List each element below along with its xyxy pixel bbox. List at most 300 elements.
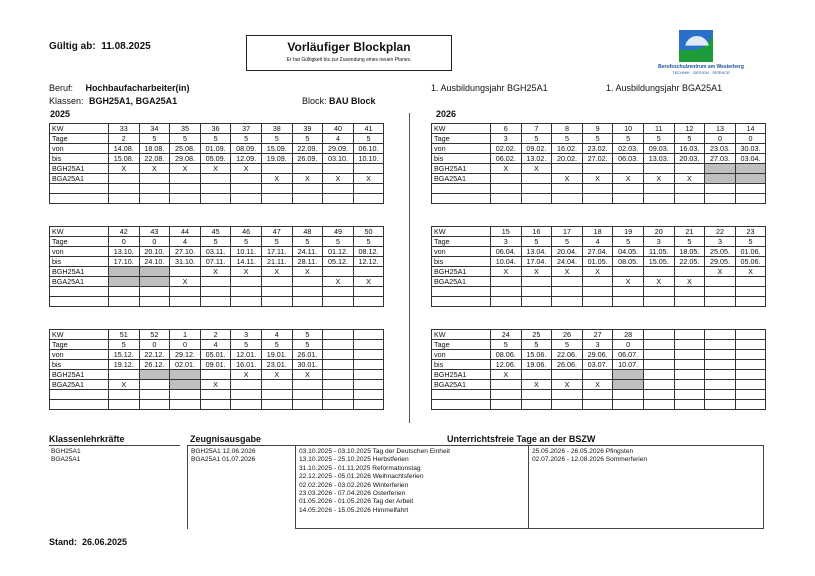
table-cell: X bbox=[521, 380, 552, 390]
table-cell: X bbox=[521, 164, 552, 174]
row-label: KW bbox=[432, 227, 491, 237]
klassen-line bbox=[49, 96, 177, 106]
table-row-bga bbox=[432, 277, 766, 287]
table-cell bbox=[735, 277, 766, 287]
beruf-line bbox=[49, 83, 190, 93]
table-cell: X bbox=[643, 174, 674, 184]
table-cell bbox=[521, 287, 552, 297]
table-cell bbox=[261, 287, 292, 297]
table-cell bbox=[353, 390, 384, 400]
table-cell: X bbox=[261, 174, 292, 184]
table-row-bga bbox=[432, 380, 766, 390]
row-label: KW bbox=[50, 227, 109, 237]
table-cell bbox=[261, 164, 292, 174]
table-cell: X bbox=[552, 380, 583, 390]
table-row-bga bbox=[50, 277, 384, 287]
table-cell bbox=[582, 194, 613, 204]
table-cell bbox=[139, 287, 170, 297]
table-cell bbox=[292, 184, 323, 194]
table-cell bbox=[643, 390, 674, 400]
table-cell bbox=[613, 380, 644, 390]
table-cell: 12.01. bbox=[231, 350, 262, 360]
table-cell: 52 bbox=[139, 330, 170, 340]
table-row-kw bbox=[432, 330, 766, 340]
table-cell: 5 bbox=[261, 237, 292, 247]
schedule-table bbox=[431, 226, 766, 307]
table-cell: 01.09. bbox=[200, 144, 231, 154]
table-cell: 26.01. bbox=[292, 350, 323, 360]
table-cell: 0 bbox=[170, 340, 201, 350]
table-cell bbox=[353, 340, 384, 350]
valid-from-date: 11.08.2025 bbox=[101, 41, 151, 52]
table-cell bbox=[109, 400, 140, 410]
table-cell: 0 bbox=[705, 134, 736, 144]
row-label: KW bbox=[50, 330, 109, 340]
table-cell: 12 bbox=[674, 124, 705, 134]
table-cell: 14 bbox=[735, 124, 766, 134]
table-row-tage bbox=[432, 134, 766, 144]
table-row-empty bbox=[50, 287, 384, 297]
logo-icon bbox=[679, 30, 713, 62]
row-label: BGH25A1 bbox=[50, 267, 109, 277]
table-cell: 5 bbox=[674, 134, 705, 144]
table-cell bbox=[353, 360, 384, 370]
holidays-list-2 bbox=[529, 446, 763, 467]
row-label bbox=[50, 194, 109, 204]
table-cell bbox=[613, 390, 644, 400]
table-row-tage bbox=[50, 237, 384, 247]
table-cell bbox=[261, 277, 292, 287]
table-cell: 23.02. bbox=[582, 144, 613, 154]
table-cell bbox=[292, 194, 323, 204]
table-cell bbox=[200, 370, 231, 380]
table-cell: 29.06. bbox=[582, 350, 613, 360]
row-label: von bbox=[432, 144, 491, 154]
table-cell bbox=[109, 184, 140, 194]
table-cell: 17.10. bbox=[109, 257, 140, 267]
table-cell bbox=[139, 380, 170, 390]
table-cell bbox=[323, 340, 354, 350]
table-cell bbox=[109, 277, 140, 287]
school-logo bbox=[641, 30, 761, 76]
table-row-von bbox=[432, 144, 766, 154]
year-a: 1. Ausbildungsjahr BGH25A1 bbox=[431, 83, 548, 93]
table-cell bbox=[705, 174, 736, 184]
table-cell bbox=[643, 330, 674, 340]
page-subtitle: Er hat Gültigkeit bis zur Zusendung eines neuen Planes. bbox=[286, 57, 412, 63]
table-cell bbox=[643, 164, 674, 174]
table-cell bbox=[353, 370, 384, 380]
table-cell: 11 bbox=[643, 124, 674, 134]
holiday-row: 31.10.2025 - 01.11.2025 Reformationstag bbox=[299, 464, 421, 472]
schedule-table bbox=[49, 329, 384, 410]
row-label: von bbox=[50, 350, 109, 360]
table-cell: 5 bbox=[552, 134, 583, 144]
table-cell: 33 bbox=[109, 124, 140, 134]
table-cell: 03.04. bbox=[735, 154, 766, 164]
row-label: von bbox=[432, 247, 491, 257]
row-label: KW bbox=[50, 124, 109, 134]
table-cell: 17.11. bbox=[261, 247, 292, 257]
table-cell: X bbox=[323, 277, 354, 287]
table-cell: 16 bbox=[521, 227, 552, 237]
table-cell: 5 bbox=[552, 237, 583, 247]
table-cell: 21 bbox=[674, 227, 705, 237]
table-cell: 38 bbox=[261, 124, 292, 134]
table-cell: X bbox=[552, 267, 583, 277]
table-cell: X bbox=[353, 174, 384, 184]
zeugnis-list bbox=[188, 446, 295, 467]
row-label bbox=[432, 390, 491, 400]
table-cell: 27 bbox=[582, 330, 613, 340]
row-label: BGA25A1 bbox=[432, 174, 491, 184]
table-cell: 30.03. bbox=[735, 144, 766, 154]
table-cell: 5 bbox=[292, 237, 323, 247]
table-cell: 06.03. bbox=[613, 154, 644, 164]
table-cell bbox=[674, 267, 705, 277]
table-cell bbox=[170, 390, 201, 400]
page-title: Vorläufiger Blockplan bbox=[287, 40, 411, 54]
row-label bbox=[432, 194, 491, 204]
table-cell bbox=[735, 380, 766, 390]
table-cell bbox=[735, 360, 766, 370]
table-cell bbox=[261, 194, 292, 204]
table-cell bbox=[261, 380, 292, 390]
table-row-bgh bbox=[432, 164, 766, 174]
table-cell bbox=[109, 390, 140, 400]
table-cell: 46 bbox=[231, 227, 262, 237]
table-cell: X bbox=[200, 164, 231, 174]
table-cell bbox=[705, 184, 736, 194]
table-cell bbox=[582, 400, 613, 410]
table-cell bbox=[552, 297, 583, 307]
table-cell: 10.10. bbox=[353, 154, 384, 164]
table-cell: X bbox=[491, 164, 522, 174]
table-cell: X bbox=[643, 277, 674, 287]
table-cell bbox=[643, 400, 674, 410]
table-cell bbox=[323, 390, 354, 400]
table-cell: 50 bbox=[353, 227, 384, 237]
table-cell bbox=[643, 340, 674, 350]
table-cell bbox=[582, 370, 613, 380]
table-row-von bbox=[432, 247, 766, 257]
row-label: bis bbox=[50, 360, 109, 370]
schedule-table bbox=[49, 123, 384, 204]
table-cell bbox=[705, 277, 736, 287]
table-cell: 26.12. bbox=[139, 360, 170, 370]
row-label: BGA25A1 bbox=[50, 174, 109, 184]
row-label bbox=[50, 184, 109, 194]
table-cell: 3 bbox=[231, 330, 262, 340]
table-cell: 5 bbox=[552, 340, 583, 350]
table-cell: X bbox=[353, 277, 384, 287]
table-row-empty bbox=[432, 400, 766, 410]
table-cell bbox=[735, 370, 766, 380]
table-cell bbox=[491, 400, 522, 410]
table-row-empty bbox=[50, 400, 384, 410]
table-cell bbox=[292, 164, 323, 174]
table-cell bbox=[170, 370, 201, 380]
row-label: BGA25A1 bbox=[50, 277, 109, 287]
table-cell: 51 bbox=[109, 330, 140, 340]
table-row-bgh bbox=[432, 267, 766, 277]
table-cell bbox=[200, 287, 231, 297]
table-cell bbox=[705, 400, 736, 410]
table-cell: 37 bbox=[231, 124, 262, 134]
table-cell bbox=[353, 380, 384, 390]
teachers-list bbox=[49, 446, 180, 467]
table-cell: 5 bbox=[613, 134, 644, 144]
table-cell bbox=[521, 297, 552, 307]
table-cell: 28.11. bbox=[292, 257, 323, 267]
table-cell: 5 bbox=[200, 134, 231, 144]
table-cell: 22.08. bbox=[139, 154, 170, 164]
table-cell: 23.03. bbox=[705, 144, 736, 154]
table-row-von bbox=[432, 350, 766, 360]
table-cell: 11.05. bbox=[643, 247, 674, 257]
table-cell: 5 bbox=[170, 134, 201, 144]
table-cell bbox=[200, 390, 231, 400]
holiday-row: 23.03.2026 - 07.04.2026 Osterferien bbox=[299, 490, 406, 498]
table-cell bbox=[674, 380, 705, 390]
row-label: Tage bbox=[432, 134, 491, 144]
table-cell bbox=[139, 400, 170, 410]
table-cell: 29.08. bbox=[170, 154, 201, 164]
table-cell: X bbox=[170, 164, 201, 174]
table-cell bbox=[323, 380, 354, 390]
holiday-row: 22.12.2025 - 05.01.2026 Weihnachtsferien bbox=[299, 473, 424, 481]
table-cell: 18.05. bbox=[674, 247, 705, 257]
table-cell: X bbox=[582, 380, 613, 390]
table-cell: 40 bbox=[323, 124, 354, 134]
table-cell: 5 bbox=[109, 340, 140, 350]
table-cell bbox=[200, 184, 231, 194]
table-cell bbox=[323, 267, 354, 277]
table-cell: 8 bbox=[552, 124, 583, 134]
table-cell bbox=[231, 184, 262, 194]
table-cell: 5 bbox=[353, 134, 384, 144]
table-cell bbox=[705, 287, 736, 297]
table-cell bbox=[109, 297, 140, 307]
table-cell bbox=[231, 194, 262, 204]
holidays-box-2 bbox=[529, 445, 764, 529]
table-cell: 45 bbox=[200, 227, 231, 237]
table-cell bbox=[139, 267, 170, 277]
table-cell: 31.10. bbox=[170, 257, 201, 267]
table-cell bbox=[200, 400, 231, 410]
table-cell: X bbox=[491, 267, 522, 277]
table-cell bbox=[613, 400, 644, 410]
table-cell: 4 bbox=[261, 330, 292, 340]
table-cell bbox=[200, 277, 231, 287]
table-cell bbox=[231, 297, 262, 307]
stand-date: 26.06.2025 bbox=[82, 537, 128, 547]
table-row-bis bbox=[50, 154, 384, 164]
table-cell: 10 bbox=[613, 124, 644, 134]
table-cell bbox=[643, 360, 674, 370]
table-cell bbox=[582, 184, 613, 194]
table-cell: 4 bbox=[200, 340, 231, 350]
table-cell: 2 bbox=[200, 330, 231, 340]
table-row-empty bbox=[432, 287, 766, 297]
stand-line bbox=[49, 537, 127, 547]
table-cell bbox=[613, 164, 644, 174]
valid-from-label: Gültig ab: bbox=[49, 41, 96, 52]
table-row-von bbox=[50, 247, 384, 257]
table-cell bbox=[552, 194, 583, 204]
table-cell: 5 bbox=[292, 330, 323, 340]
table-cell: 29.05. bbox=[705, 257, 736, 267]
table-row-kw bbox=[50, 330, 384, 340]
table-cell: 9 bbox=[582, 124, 613, 134]
table-cell bbox=[735, 400, 766, 410]
table-cell: 29.12. bbox=[170, 350, 201, 360]
row-label: BGH25A1 bbox=[432, 370, 491, 380]
table-cell: X bbox=[292, 267, 323, 277]
table-cell bbox=[643, 184, 674, 194]
table-cell: 13.02. bbox=[521, 154, 552, 164]
row-label: Tage bbox=[432, 237, 491, 247]
table-cell: X bbox=[139, 164, 170, 174]
table-cell bbox=[139, 297, 170, 307]
row-label: von bbox=[50, 247, 109, 257]
table-cell bbox=[521, 370, 552, 380]
holiday-row: 02.02.2026 - 03.02.2026 Winterferien bbox=[299, 481, 409, 489]
table-cell: 5 bbox=[261, 134, 292, 144]
table-cell bbox=[231, 400, 262, 410]
table-cell bbox=[705, 360, 736, 370]
table-cell: 20.03. bbox=[674, 154, 705, 164]
row-label: KW bbox=[432, 124, 491, 134]
table-cell: 48 bbox=[292, 227, 323, 237]
table-cell bbox=[323, 164, 354, 174]
table-cell bbox=[170, 194, 201, 204]
table-cell: X bbox=[292, 370, 323, 380]
table-cell bbox=[735, 297, 766, 307]
table-row-empty bbox=[50, 297, 384, 307]
table-cell: X bbox=[261, 370, 292, 380]
table-cell: X bbox=[170, 277, 201, 287]
table-cell bbox=[735, 390, 766, 400]
table-cell bbox=[643, 350, 674, 360]
table-cell: 39 bbox=[292, 124, 323, 134]
row-label bbox=[50, 400, 109, 410]
table-cell: 10.07. bbox=[613, 360, 644, 370]
table-cell: 5 bbox=[231, 237, 262, 247]
logo-name: Berufsschulzentrum am Westerberg bbox=[658, 64, 744, 70]
table-cell: 5 bbox=[261, 340, 292, 350]
row-label: Tage bbox=[50, 237, 109, 247]
table-cell bbox=[353, 194, 384, 204]
table-row-kw bbox=[50, 124, 384, 134]
row-label: Tage bbox=[432, 340, 491, 350]
title-box bbox=[246, 35, 452, 71]
table-cell bbox=[200, 194, 231, 204]
table-row-empty bbox=[432, 194, 766, 204]
table-cell bbox=[735, 287, 766, 297]
table-cell bbox=[582, 297, 613, 307]
table-row-bis bbox=[432, 154, 766, 164]
table-cell: 5 bbox=[491, 340, 522, 350]
klassen-value: BGH25A1, BGA25A1 bbox=[89, 96, 178, 106]
table-cell bbox=[491, 194, 522, 204]
table-cell: 5 bbox=[323, 237, 354, 247]
year-2025: 2025 bbox=[50, 109, 71, 119]
table-cell: 4 bbox=[582, 237, 613, 247]
table-row-empty bbox=[432, 297, 766, 307]
table-cell bbox=[231, 390, 262, 400]
table-cell bbox=[139, 277, 170, 287]
table-cell bbox=[261, 400, 292, 410]
table-cell bbox=[643, 194, 674, 204]
table-cell: 35 bbox=[170, 124, 201, 134]
table-row-empty bbox=[432, 390, 766, 400]
table-cell: 29.09. bbox=[323, 144, 354, 154]
table-cell bbox=[261, 184, 292, 194]
table-cell: 47 bbox=[261, 227, 292, 237]
table-cell: 26.06. bbox=[552, 360, 583, 370]
table-row-von bbox=[50, 350, 384, 360]
table-cell bbox=[200, 297, 231, 307]
holiday-row: 14.05.2026 - 15.05.2026 Himmelfahrt bbox=[299, 506, 409, 514]
table-cell: 20.10. bbox=[139, 247, 170, 257]
table-row-bis bbox=[50, 257, 384, 267]
table-cell: 22.06. bbox=[552, 350, 583, 360]
table-cell bbox=[139, 370, 170, 380]
table-cell: 5 bbox=[139, 134, 170, 144]
table-cell: 24.11. bbox=[292, 247, 323, 257]
table-cell: 09.02. bbox=[521, 144, 552, 154]
holiday-row: 01.05.2026 - 01.05.2026 Tag der Arbeit bbox=[299, 498, 414, 506]
table-row-bgh bbox=[50, 370, 384, 380]
table-cell: 10.04. bbox=[491, 257, 522, 267]
table-cell bbox=[261, 390, 292, 400]
table-cell: 5 bbox=[521, 134, 552, 144]
table-cell: 41 bbox=[353, 124, 384, 134]
table-cell: X bbox=[521, 267, 552, 277]
table-cell bbox=[705, 297, 736, 307]
table-cell bbox=[139, 184, 170, 194]
table-cell: 08.05. bbox=[613, 257, 644, 267]
table-cell: 25.05. bbox=[705, 247, 736, 257]
schedule-table bbox=[431, 329, 766, 410]
center-divider bbox=[409, 113, 410, 423]
table-row-kw bbox=[432, 124, 766, 134]
table-cell: X bbox=[200, 380, 231, 390]
table-row-bis bbox=[432, 360, 766, 370]
table-cell: X bbox=[231, 370, 262, 380]
table-cell bbox=[735, 340, 766, 350]
table-cell: 05.09. bbox=[200, 154, 231, 164]
teachers-title: Klassenlehrkräfte bbox=[49, 434, 125, 444]
table-cell: 24 bbox=[491, 330, 522, 340]
table-cell bbox=[323, 287, 354, 297]
holidays-title: Unterrichtsfreie Tage an der BSZW bbox=[447, 434, 596, 444]
table-cell: 16.03. bbox=[674, 144, 705, 154]
table-row-bga bbox=[50, 380, 384, 390]
table-cell bbox=[200, 174, 231, 184]
zeugnis-box bbox=[187, 445, 295, 529]
table-cell: 43 bbox=[139, 227, 170, 237]
table-cell: 18.08. bbox=[139, 144, 170, 154]
table-row-kw bbox=[432, 227, 766, 237]
table-cell: 13.03. bbox=[643, 154, 674, 164]
row-label: bis bbox=[432, 257, 491, 267]
table-cell: X bbox=[231, 164, 262, 174]
table-cell bbox=[643, 287, 674, 297]
table-cell bbox=[613, 370, 644, 380]
table-cell: 44 bbox=[170, 227, 201, 237]
